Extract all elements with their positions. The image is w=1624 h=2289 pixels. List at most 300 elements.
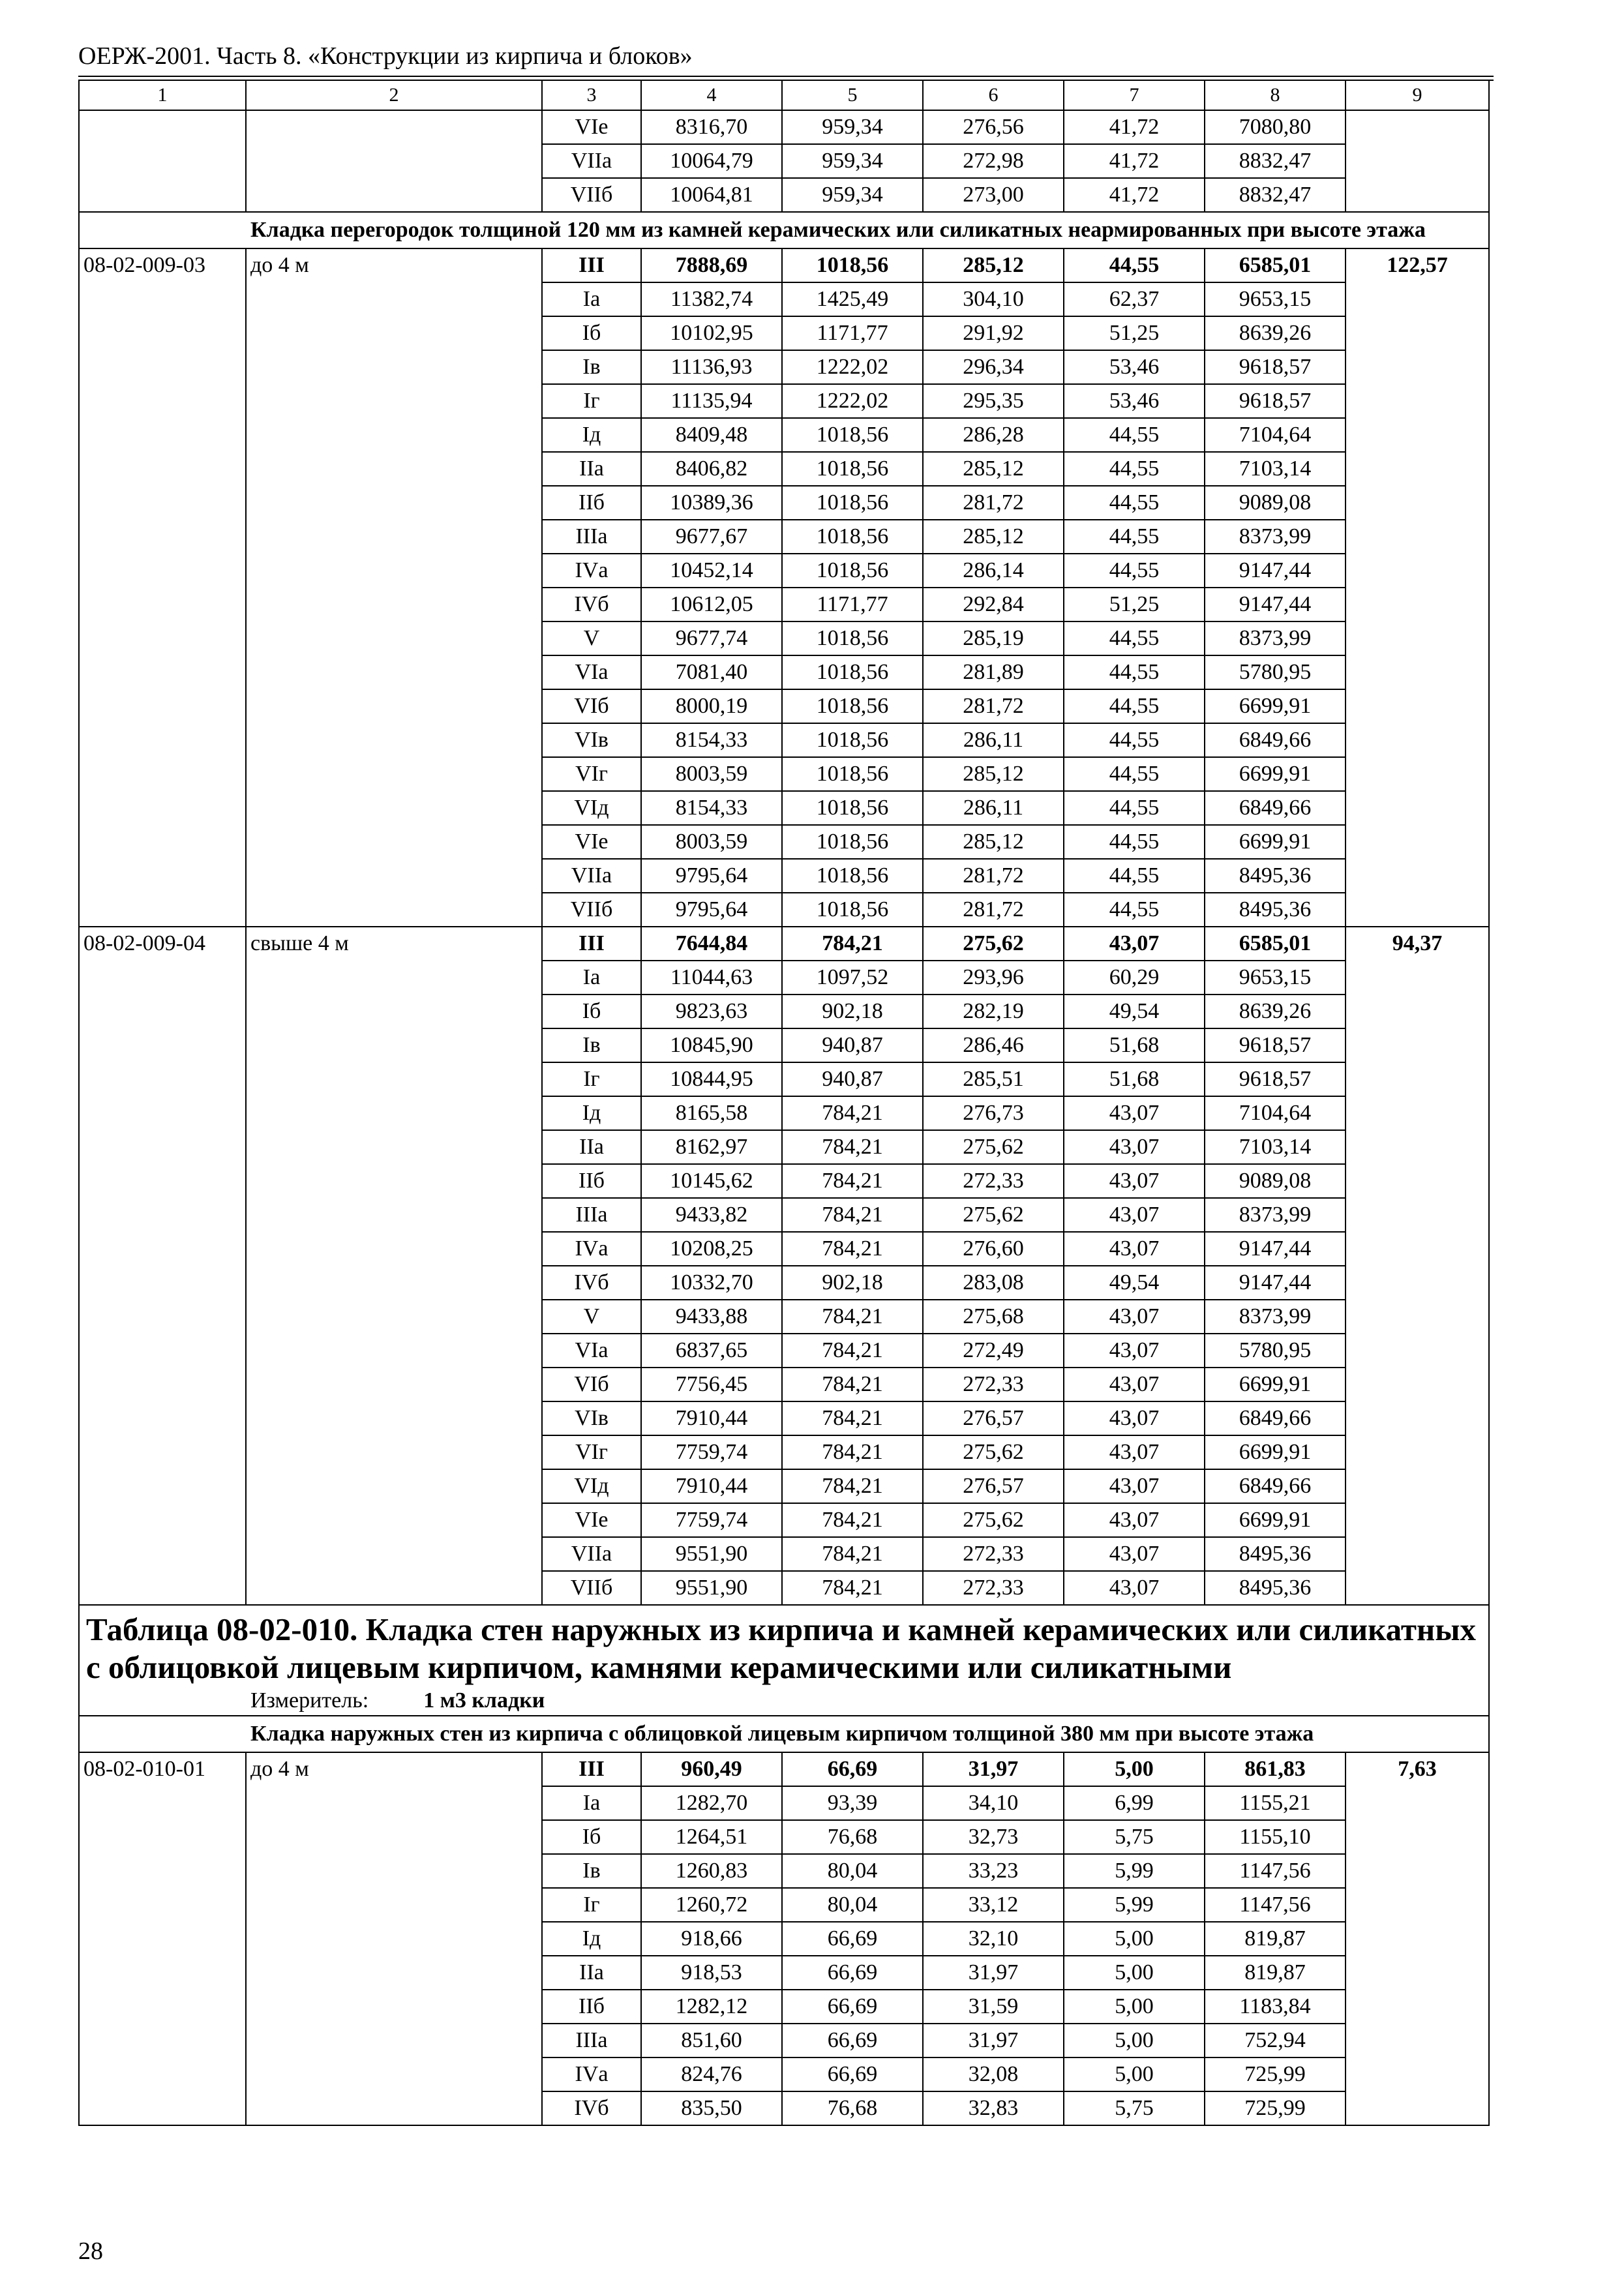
- value-cell: 1260,72: [641, 1888, 782, 1922]
- value-cell: 276,73: [923, 1096, 1064, 1130]
- value-cell: 43,07: [1064, 1232, 1205, 1266]
- value-cell: 9653,15: [1205, 282, 1346, 316]
- column-number: 9: [1346, 80, 1489, 110]
- value-cell: 41,72: [1064, 110, 1205, 144]
- value-cell: 9618,57: [1205, 1028, 1346, 1062]
- value-cell: 6849,66: [1205, 1401, 1346, 1435]
- table-title: Таблица 08-02-010. Кладка стен наружных из кирпича и камней керамических или силикатных с облицовкой лицевым кирпичом, камнями керамическими или силикатными: [79, 1605, 1489, 1686]
- zone-cell: VIг: [542, 757, 641, 791]
- value-cell: 33,12: [923, 1888, 1064, 1922]
- value-cell: 43,07: [1064, 1368, 1205, 1401]
- value-cell: 9677,67: [641, 520, 782, 554]
- value-cell: 5,75: [1064, 1820, 1205, 1854]
- value-cell: 1018,56: [782, 621, 923, 655]
- value-cell: 8832,47: [1205, 178, 1346, 212]
- value-cell: 9147,44: [1205, 1266, 1346, 1300]
- value-cell: 1097,52: [782, 961, 923, 995]
- value-cell: 44,55: [1064, 757, 1205, 791]
- value-cell: 752,94: [1205, 2024, 1346, 2057]
- value-cell: 275,62: [923, 1435, 1064, 1469]
- zone-cell: IVа: [542, 1232, 641, 1266]
- value-cell: 1264,51: [641, 1820, 782, 1854]
- zone-cell: VIб: [542, 1368, 641, 1401]
- value-cell: 784,21: [782, 1503, 923, 1537]
- value-cell: 784,21: [782, 927, 923, 961]
- column-number: 8: [1205, 80, 1346, 110]
- value-cell: 51,68: [1064, 1028, 1205, 1062]
- value-cell: 8003,59: [641, 757, 782, 791]
- table-title-row: [79, 1605, 1489, 1686]
- value-cell: 8639,26: [1205, 995, 1346, 1028]
- zone-cell: VIIб: [542, 893, 641, 927]
- value-cell: 41,72: [1064, 178, 1205, 212]
- value-cell: 6585,01: [1205, 248, 1346, 282]
- value-cell: 9147,44: [1205, 554, 1346, 588]
- value-cell: 6699,91: [1205, 689, 1346, 723]
- value-cell: 784,21: [782, 1537, 923, 1571]
- value-cell: 304,10: [923, 282, 1064, 316]
- value-cell: 275,62: [923, 1198, 1064, 1232]
- zone-cell: III: [542, 927, 641, 961]
- value-cell: 44,55: [1064, 248, 1205, 282]
- value-cell: 44,55: [1064, 791, 1205, 825]
- value-cell: 7081,40: [641, 655, 782, 689]
- value-cell: 6699,91: [1205, 1435, 1346, 1469]
- column-number: 5: [782, 80, 923, 110]
- zone-cell: IVа: [542, 554, 641, 588]
- labor-total: 7,63: [1346, 1752, 1489, 2125]
- value-cell: 1018,56: [782, 655, 923, 689]
- value-cell: 8373,99: [1205, 1198, 1346, 1232]
- value-cell: 784,21: [782, 1571, 923, 1605]
- value-cell: 76,68: [782, 1820, 923, 1854]
- section-row: [79, 1716, 1489, 1752]
- value-cell: 5,00: [1064, 1956, 1205, 1990]
- value-cell: 1018,56: [782, 248, 923, 282]
- value-cell: 784,21: [782, 1300, 923, 1334]
- page-header: [78, 40, 1494, 81]
- rate-code: 08-02-009-04: [79, 927, 246, 1605]
- value-cell: 66,69: [782, 2057, 923, 2091]
- value-cell: 8000,19: [641, 689, 782, 723]
- work-name: [246, 110, 542, 212]
- value-cell: 10102,95: [641, 316, 782, 350]
- value-cell: 8373,99: [1205, 520, 1346, 554]
- value-cell: 6699,91: [1205, 757, 1346, 791]
- table-row: [79, 1752, 1489, 1786]
- value-cell: 1018,56: [782, 859, 923, 893]
- value-cell: 34,10: [923, 1786, 1064, 1820]
- value-cell: 6849,66: [1205, 1469, 1346, 1503]
- zone-cell: VIIб: [542, 1571, 641, 1605]
- value-cell: 43,07: [1064, 1300, 1205, 1334]
- value-cell: 1018,56: [782, 689, 923, 723]
- value-cell: 1018,56: [782, 791, 923, 825]
- value-cell: 8373,99: [1205, 621, 1346, 655]
- value-cell: 41,72: [1064, 144, 1205, 178]
- value-cell: 6699,91: [1205, 1503, 1346, 1537]
- work-name: до 4 м: [246, 1752, 542, 2125]
- value-cell: 5780,95: [1205, 1334, 1346, 1368]
- zone-cell: Iд: [542, 1096, 641, 1130]
- value-cell: 10332,70: [641, 1266, 782, 1300]
- value-cell: 80,04: [782, 1854, 923, 1888]
- value-cell: 272,33: [923, 1164, 1064, 1198]
- value-cell: 11135,94: [641, 384, 782, 418]
- section-heading: Кладка перегородок толщиной 120 мм из камней керамических или силикатных неармированных при высоте этажа: [79, 212, 1489, 248]
- value-cell: 51,25: [1064, 316, 1205, 350]
- value-cell: 285,19: [923, 621, 1064, 655]
- work-name: до 4 м: [246, 248, 542, 927]
- column-number: 2: [246, 80, 542, 110]
- value-cell: 49,54: [1064, 1266, 1205, 1300]
- value-cell: 275,62: [923, 1130, 1064, 1164]
- value-cell: 784,21: [782, 1469, 923, 1503]
- value-cell: 272,49: [923, 1334, 1064, 1368]
- value-cell: 272,98: [923, 144, 1064, 178]
- value-cell: 7759,74: [641, 1435, 782, 1469]
- value-cell: 49,54: [1064, 995, 1205, 1028]
- zone-cell: Iб: [542, 995, 641, 1028]
- zone-cell: Iд: [542, 418, 641, 452]
- zone-cell: III: [542, 1752, 641, 1786]
- value-cell: 5,00: [1064, 1922, 1205, 1956]
- column-number-row: [79, 80, 1489, 110]
- value-cell: 1018,56: [782, 825, 923, 859]
- value-cell: 5,00: [1064, 2024, 1205, 2057]
- value-cell: 5,00: [1064, 1990, 1205, 2024]
- value-cell: 43,07: [1064, 1130, 1205, 1164]
- zone-cell: VIе: [542, 110, 641, 144]
- zone-cell: IVб: [542, 1266, 641, 1300]
- value-cell: 1147,56: [1205, 1888, 1346, 1922]
- value-cell: 281,72: [923, 859, 1064, 893]
- value-cell: 33,23: [923, 1854, 1064, 1888]
- measure-label: Измеритель:: [250, 1688, 369, 1713]
- labor-total: 94,37: [1346, 927, 1489, 1605]
- value-cell: 959,34: [782, 178, 923, 212]
- value-cell: 5,00: [1064, 1752, 1205, 1786]
- value-cell: 93,39: [782, 1786, 923, 1820]
- value-cell: 1155,10: [1205, 1820, 1346, 1854]
- value-cell: 959,34: [782, 144, 923, 178]
- value-cell: 1222,02: [782, 350, 923, 384]
- value-cell: 10208,25: [641, 1232, 782, 1266]
- value-cell: 43,07: [1064, 1164, 1205, 1198]
- value-cell: 784,21: [782, 1096, 923, 1130]
- value-cell: 9653,15: [1205, 961, 1346, 995]
- value-cell: 272,33: [923, 1537, 1064, 1571]
- table-row: [79, 248, 1489, 282]
- value-cell: 43,07: [1064, 1096, 1205, 1130]
- value-cell: 784,21: [782, 1232, 923, 1266]
- table-row: [79, 927, 1489, 961]
- zone-cell: IVа: [542, 2057, 641, 2091]
- zone-cell: VIд: [542, 791, 641, 825]
- value-cell: 43,07: [1064, 1571, 1205, 1605]
- value-cell: 8406,82: [641, 452, 782, 486]
- value-cell: 6837,65: [641, 1334, 782, 1368]
- value-cell: 940,87: [782, 1062, 923, 1096]
- value-cell: 1018,56: [782, 893, 923, 927]
- value-cell: 1260,83: [641, 1854, 782, 1888]
- value-cell: 32,73: [923, 1820, 1064, 1854]
- value-cell: 44,55: [1064, 554, 1205, 588]
- zone-cell: VIе: [542, 1503, 641, 1537]
- value-cell: 819,87: [1205, 1922, 1346, 1956]
- value-cell: 283,08: [923, 1266, 1064, 1300]
- value-cell: 44,55: [1064, 486, 1205, 520]
- zone-cell: IVб: [542, 2091, 641, 2125]
- page-number: 28: [78, 2237, 103, 2265]
- value-cell: 11382,74: [641, 282, 782, 316]
- value-cell: 285,12: [923, 452, 1064, 486]
- value-cell: 8495,36: [1205, 893, 1346, 927]
- measure-row: [79, 1686, 1489, 1716]
- value-cell: 44,55: [1064, 452, 1205, 486]
- value-cell: 824,76: [641, 2057, 782, 2091]
- value-cell: 1147,56: [1205, 1854, 1346, 1888]
- value-cell: 1018,56: [782, 418, 923, 452]
- value-cell: 66,69: [782, 1922, 923, 1956]
- value-cell: 8373,99: [1205, 1300, 1346, 1334]
- value-cell: 275,62: [923, 1503, 1064, 1537]
- table-body: [79, 80, 1489, 2125]
- zone-cell: IVб: [542, 588, 641, 621]
- value-cell: 44,55: [1064, 825, 1205, 859]
- value-cell: 276,60: [923, 1232, 1064, 1266]
- value-cell: 1018,56: [782, 757, 923, 791]
- value-cell: 43,07: [1064, 1401, 1205, 1435]
- rate-code: [79, 110, 246, 212]
- value-cell: 7759,74: [641, 1503, 782, 1537]
- value-cell: 1018,56: [782, 452, 923, 486]
- value-cell: 44,55: [1064, 723, 1205, 757]
- value-cell: 281,72: [923, 486, 1064, 520]
- value-cell: 11044,63: [641, 961, 782, 995]
- zone-cell: VIа: [542, 655, 641, 689]
- zone-cell: V: [542, 621, 641, 655]
- value-cell: 902,18: [782, 1266, 923, 1300]
- value-cell: 8154,33: [641, 723, 782, 757]
- value-cell: 43,07: [1064, 1334, 1205, 1368]
- zone-cell: Iв: [542, 1028, 641, 1062]
- value-cell: 6,99: [1064, 1786, 1205, 1820]
- value-cell: 66,69: [782, 2024, 923, 2057]
- value-cell: 1222,02: [782, 384, 923, 418]
- value-cell: 275,62: [923, 927, 1064, 961]
- value-cell: 9677,74: [641, 621, 782, 655]
- value-cell: 9618,57: [1205, 350, 1346, 384]
- value-cell: 8409,48: [641, 418, 782, 452]
- value-cell: 7104,64: [1205, 418, 1346, 452]
- value-cell: 1018,56: [782, 486, 923, 520]
- value-cell: 902,18: [782, 995, 923, 1028]
- zone-cell: V: [542, 1300, 641, 1334]
- value-cell: 281,89: [923, 655, 1064, 689]
- value-cell: 784,21: [782, 1368, 923, 1401]
- zone-cell: IIб: [542, 1164, 641, 1198]
- value-cell: 9795,64: [641, 859, 782, 893]
- value-cell: 286,46: [923, 1028, 1064, 1062]
- value-cell: 9147,44: [1205, 588, 1346, 621]
- value-cell: 44,55: [1064, 520, 1205, 554]
- value-cell: 9618,57: [1205, 1062, 1346, 1096]
- zone-cell: VIа: [542, 1334, 641, 1368]
- value-cell: 51,68: [1064, 1062, 1205, 1096]
- zone-cell: Iв: [542, 350, 641, 384]
- value-cell: 784,21: [782, 1435, 923, 1469]
- value-cell: 8003,59: [641, 825, 782, 859]
- value-cell: 286,11: [923, 791, 1064, 825]
- column-number: 4: [641, 80, 782, 110]
- zone-cell: VIIа: [542, 859, 641, 893]
- value-cell: 8162,97: [641, 1130, 782, 1164]
- value-cell: 31,97: [923, 1956, 1064, 1990]
- value-cell: 959,34: [782, 110, 923, 144]
- value-cell: 7910,44: [641, 1401, 782, 1435]
- value-cell: 10845,90: [641, 1028, 782, 1062]
- value-cell: 53,46: [1064, 350, 1205, 384]
- zone-cell: Iб: [542, 1820, 641, 1854]
- value-cell: 1183,84: [1205, 1990, 1346, 2024]
- value-cell: 44,55: [1064, 621, 1205, 655]
- value-cell: 1018,56: [782, 520, 923, 554]
- zone-cell: VIб: [542, 689, 641, 723]
- measure-value: 1 м3 кладки: [423, 1688, 545, 1713]
- value-cell: 10064,81: [641, 178, 782, 212]
- value-cell: 8639,26: [1205, 316, 1346, 350]
- value-cell: 9089,08: [1205, 486, 1346, 520]
- zone-cell: IIа: [542, 452, 641, 486]
- value-cell: 60,29: [1064, 961, 1205, 995]
- value-cell: 32,83: [923, 2091, 1064, 2125]
- value-cell: 11136,93: [641, 350, 782, 384]
- value-cell: 9089,08: [1205, 1164, 1346, 1198]
- zone-cell: Iд: [542, 1922, 641, 1956]
- value-cell: 9433,82: [641, 1198, 782, 1232]
- zone-cell: Iг: [542, 1888, 641, 1922]
- value-cell: 44,55: [1064, 418, 1205, 452]
- zone-cell: VIIа: [542, 144, 641, 178]
- rate-code: 08-02-010-01: [79, 1752, 246, 2125]
- column-number: 6: [923, 80, 1064, 110]
- value-cell: 918,66: [641, 1922, 782, 1956]
- value-cell: 293,96: [923, 961, 1064, 995]
- value-cell: 861,83: [1205, 1752, 1346, 1786]
- value-cell: 7103,14: [1205, 1130, 1346, 1164]
- value-cell: 940,87: [782, 1028, 923, 1062]
- value-cell: 7080,80: [1205, 110, 1346, 144]
- section-heading: Кладка наружных стен из кирпича с облицовкой лицевым кирпичом толщиной 380 мм при высоте этажа: [79, 1716, 1489, 1752]
- value-cell: 62,37: [1064, 282, 1205, 316]
- value-cell: 43,07: [1064, 927, 1205, 961]
- value-cell: 31,97: [923, 1752, 1064, 1786]
- value-cell: 784,21: [782, 1198, 923, 1232]
- measure-cell: [79, 1686, 1489, 1716]
- value-cell: 43,07: [1064, 1537, 1205, 1571]
- value-cell: 8832,47: [1205, 144, 1346, 178]
- value-cell: 1018,56: [782, 723, 923, 757]
- value-cell: 44,55: [1064, 893, 1205, 927]
- value-cell: 9795,64: [641, 893, 782, 927]
- value-cell: 66,69: [782, 1990, 923, 2024]
- value-cell: 10844,95: [641, 1062, 782, 1096]
- value-cell: 7103,14: [1205, 452, 1346, 486]
- zone-cell: Iа: [542, 282, 641, 316]
- value-cell: 43,07: [1064, 1503, 1205, 1537]
- value-cell: 9618,57: [1205, 384, 1346, 418]
- value-cell: 5,00: [1064, 2057, 1205, 2091]
- zone-cell: IIб: [542, 1990, 641, 2024]
- value-cell: 32,08: [923, 2057, 1064, 2091]
- value-cell: 53,46: [1064, 384, 1205, 418]
- zone-cell: IIIа: [542, 2024, 641, 2057]
- table-row: [79, 110, 1489, 144]
- zone-cell: IIIа: [542, 520, 641, 554]
- zone-cell: Iа: [542, 1786, 641, 1820]
- zone-cell: Iа: [542, 961, 641, 995]
- value-cell: 784,21: [782, 1130, 923, 1164]
- value-cell: 5780,95: [1205, 655, 1346, 689]
- zone-cell: VIв: [542, 723, 641, 757]
- value-cell: 1155,21: [1205, 1786, 1346, 1820]
- value-cell: 9147,44: [1205, 1232, 1346, 1266]
- value-cell: 725,99: [1205, 2057, 1346, 2091]
- document-title: ОЕРЖ-2001. Часть 8. «Конструкции из кирпича и блоков»: [78, 42, 693, 70]
- value-cell: 276,57: [923, 1401, 1064, 1435]
- value-cell: 285,51: [923, 1062, 1064, 1096]
- zone-cell: VIIа: [542, 1537, 641, 1571]
- zone-cell: III: [542, 248, 641, 282]
- zone-cell: Iб: [542, 316, 641, 350]
- value-cell: 1425,49: [782, 282, 923, 316]
- value-cell: 851,60: [641, 2024, 782, 2057]
- header-rule: [78, 76, 1494, 77]
- value-cell: 9433,88: [641, 1300, 782, 1334]
- column-number: 1: [79, 80, 246, 110]
- zone-cell: VIв: [542, 1401, 641, 1435]
- value-cell: 1171,77: [782, 316, 923, 350]
- value-cell: 51,25: [1064, 588, 1205, 621]
- value-cell: 725,99: [1205, 2091, 1346, 2125]
- value-cell: 44,55: [1064, 689, 1205, 723]
- value-cell: 286,11: [923, 723, 1064, 757]
- value-cell: 918,53: [641, 1956, 782, 1990]
- value-cell: 66,69: [782, 1752, 923, 1786]
- zone-cell: Iг: [542, 1062, 641, 1096]
- value-cell: 1282,70: [641, 1786, 782, 1820]
- value-cell: 10389,36: [641, 486, 782, 520]
- value-cell: 285,12: [923, 757, 1064, 791]
- value-cell: 1018,56: [782, 554, 923, 588]
- value-cell: 5,99: [1064, 1854, 1205, 1888]
- value-cell: 276,57: [923, 1469, 1064, 1503]
- value-cell: 8495,36: [1205, 1537, 1346, 1571]
- value-cell: 285,12: [923, 248, 1064, 282]
- value-cell: 960,49: [641, 1752, 782, 1786]
- value-cell: 10064,79: [641, 144, 782, 178]
- value-cell: 6699,91: [1205, 825, 1346, 859]
- value-cell: 275,68: [923, 1300, 1064, 1334]
- value-cell: 8165,58: [641, 1096, 782, 1130]
- zone-cell: IIб: [542, 486, 641, 520]
- labor-total: [1346, 110, 1489, 212]
- value-cell: 66,69: [782, 1956, 923, 1990]
- value-cell: 9551,90: [641, 1571, 782, 1605]
- value-cell: 7104,64: [1205, 1096, 1346, 1130]
- value-cell: 8316,70: [641, 110, 782, 144]
